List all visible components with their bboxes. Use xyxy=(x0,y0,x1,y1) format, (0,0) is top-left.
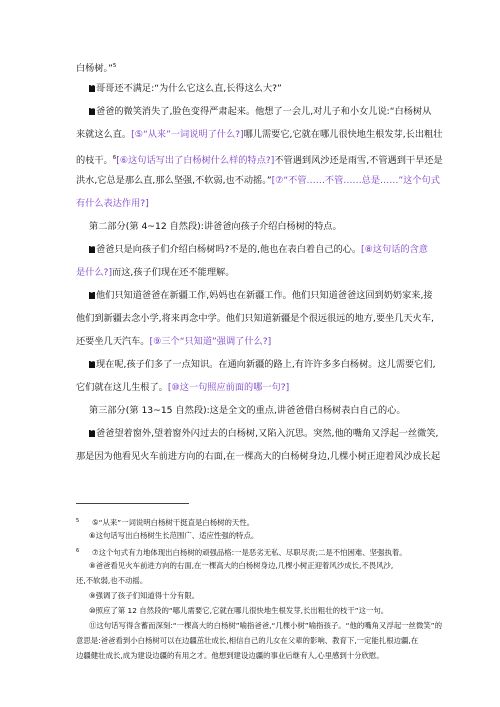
footnote-marker: 6 xyxy=(112,155,117,161)
footnote xyxy=(76,515,436,529)
body-text: 爸爸只是向孩子们介绍白杨树吗?不是的,他也在表白着自己的心。 xyxy=(96,244,362,255)
footnote xyxy=(76,575,436,587)
annotation-note: [⑧这句话的含意 xyxy=(361,244,428,255)
annotation-note: [⑥这句话写出了白杨树什么样的特点?] xyxy=(116,155,275,166)
annotation-note: [⑦“不管……不管……总是……”这个句式 xyxy=(271,175,440,186)
body-text: 洪水,它总是那么直,那么坚强,不软弱,也不动摇。” xyxy=(76,175,272,186)
body-text: 哪儿需要它,它就在哪儿很快地生根发芽,长出粗壮 xyxy=(243,129,443,140)
paragraph-line xyxy=(76,267,436,279)
paragraph-number-marker: 12 xyxy=(89,108,95,115)
section-heading xyxy=(89,405,449,417)
footnote-marker: 5 xyxy=(76,518,80,524)
annotation-note: [⑩这一句照应前面的哪一句?] xyxy=(167,382,290,393)
body-text: 的枝干。 xyxy=(76,155,113,166)
paragraph-line xyxy=(89,428,449,440)
body-text: 那是因为他看见火车前进方向的右面,在一棵高大的白杨树身边,几棵小树正迎着风沙成长起 xyxy=(76,451,441,462)
paragraph-number-marker: 16 xyxy=(89,430,95,437)
footnote xyxy=(89,560,449,572)
paragraph-line xyxy=(76,60,436,75)
footnote xyxy=(89,620,449,632)
paragraph-line xyxy=(76,175,440,187)
paragraph-line xyxy=(76,198,436,210)
footnote xyxy=(89,605,449,617)
body-text: 而这,孩子们现在还不能理解。 xyxy=(112,267,235,278)
footnote-text: ⑧爸爸看见火车前进方向的右面,在一棵高大的白杨树身边,几棵小树正迎着风沙成长,不畏风沙, xyxy=(89,561,394,570)
body-text: 它们就在这儿生根了。 xyxy=(76,382,168,393)
paragraph-number-marker: 13 xyxy=(89,246,95,253)
annotation-note: [⑨三个“只知道”强调了什么?] xyxy=(149,336,272,347)
paragraph-line xyxy=(76,336,436,348)
paragraph-line xyxy=(76,451,441,463)
footnote-text: ⑩照应了第 12 自然段的“哪儿需要它,它就在哪儿很快地生根发芽,长出粗壮的枝干”这一句。 xyxy=(89,606,389,615)
section-heading xyxy=(89,221,449,233)
body-text: 白杨树。” xyxy=(76,63,113,74)
paragraph-number-marker: 14 xyxy=(89,292,95,299)
paragraph-line xyxy=(89,290,449,302)
paragraph-line xyxy=(89,83,449,95)
footnote xyxy=(76,650,436,662)
footnote xyxy=(76,635,436,647)
section-summary: 第三部分(第 13~15 自然段):这是全文的重点,讲爸爸借白杨树表白自己的心。 xyxy=(89,405,406,416)
footnote-text: ⑦这个句式有力地体现出白杨树的顽强品格:一是恶劣无私、尽职尽责;二是不怕困难、坚强执着。 xyxy=(92,548,407,557)
annotation-note: [⑤“从来”一词说明了什么?] xyxy=(131,129,244,140)
body-text: 还要坐几天汽车。 xyxy=(76,336,150,347)
footnote-text: ⑪这句话写得含蓄而深刻:“一棵高大的白杨树”喻指爸爸,“几棵小树”喻指孩子。“他的嘴角又浮起一丝微笑”的 xyxy=(89,621,443,630)
section-summary: 第二部分(第 4~12 自然段):讲爸爸向孩子介绍白杨树的特点。 xyxy=(89,221,342,232)
body-text: 他们到新疆去念小学,将来再念中学。他们只知道新疆是个很远很远的地方,要坐几天火车, xyxy=(76,313,434,324)
footnote-marker: 5 xyxy=(112,63,117,69)
paragraph-line xyxy=(89,359,449,371)
body-text: 现在呢,孩子们多了一点知识。在通向新疆的路上,有许许多多白杨树。这儿需要它们, xyxy=(96,359,436,370)
body-text: 不管遇到风沙还是雨雪,不管遇到干旱还是 xyxy=(274,155,443,166)
body-text: 来就这么直。 xyxy=(76,129,132,140)
annotation-note: 有什么表达作用?] xyxy=(76,198,149,209)
body-text: 他们只知道爸爸在新疆工作,妈妈也在新疆工作。他们只知道爸爸这回到奶奶家来,接 xyxy=(96,290,433,301)
footnote-text: 还,不软弱,也不动摇。 xyxy=(76,576,148,585)
footnote-divider xyxy=(76,503,189,504)
paragraph-line xyxy=(89,106,449,118)
body-text: 爸爸望着窗外,望着窗外闪过去的白杨树,又陷入沉思。突然,他的嘴角又浮起一丝微笑, xyxy=(96,428,439,439)
paragraph-line xyxy=(76,382,436,394)
footnote-marker: 6 xyxy=(76,548,80,554)
footnote-text: ⑨强调了孩子们知道得十分有限。 xyxy=(89,591,200,600)
body-text: 爸爸的微笑消失了,脸色变得严肃起来。他想了一会儿,对儿子和小女儿说:“白杨树从 xyxy=(96,106,432,117)
paragraph-number-marker: 11 xyxy=(89,85,95,92)
footnote xyxy=(76,545,436,559)
footnote-text: ⑤“从来”一词说明白杨树干挺直是白杨树的天性。 xyxy=(92,518,255,527)
annotation-note: 是什么?] xyxy=(76,267,113,278)
footnote-text: 边疆健壮成长,成为建设边疆的有用之才。他想到建设边疆的事业后继有人,心里感到十分欣慰。 xyxy=(76,651,384,660)
paragraph-line xyxy=(76,152,443,167)
paragraph-line xyxy=(76,313,436,325)
footnote xyxy=(89,590,449,602)
paragraph-line xyxy=(89,244,449,256)
paragraph-line xyxy=(76,129,443,141)
footnote-text: ⑥这句话写出白杨树生长范围广、适应性强的特点。 xyxy=(89,531,259,540)
footnote-text: 意思是:爸爸看到小白杨树可以在边疆茁壮成长,相信自己的儿女在父辈的影响、教育下,一定能扎根边疆,在 xyxy=(76,636,419,645)
paragraph-number-marker: 15 xyxy=(89,361,95,368)
body-text: 哥哥还不满足:“为什么它这么直,长得这么大?” xyxy=(96,83,282,94)
footnote xyxy=(89,530,449,542)
